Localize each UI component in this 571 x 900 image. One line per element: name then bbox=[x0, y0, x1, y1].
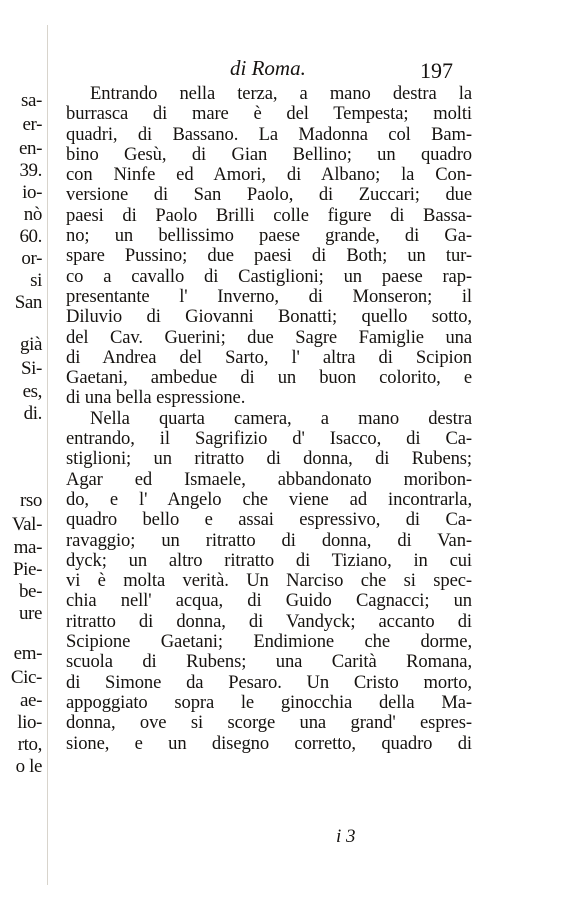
left-fragment: 60. bbox=[19, 226, 42, 247]
text-line: ritratto di donna, di Vandyck; accanto di bbox=[66, 610, 472, 632]
text-line: appoggiato sopra le ginocchia della Ma- bbox=[66, 691, 472, 713]
text-line: presentante l' Inverno, di Monseron; il bbox=[66, 285, 472, 307]
text-line: Gaetani, ambedue di un buon colorito, e bbox=[66, 367, 472, 389]
text-line: co a cavallo di Castiglioni; un paese rap- bbox=[66, 265, 472, 287]
text-line: Agar ed Ismaele, abbandonato moribon- bbox=[66, 468, 472, 490]
text-line: versione di San Paolo, di Zuccari; due bbox=[66, 184, 472, 206]
text-line: di Simone da Pesaro. Un Cristo morto, bbox=[66, 671, 472, 693]
text-line: del Cav. Guerini; due Sagre Famiglie una bbox=[66, 326, 472, 348]
text-line: entrando, il Sagrifizio d' Isacco, di Ca- bbox=[66, 428, 472, 450]
running-head: di Roma. bbox=[230, 56, 306, 80]
left-fragment: o le bbox=[15, 756, 42, 777]
adjacent-page-fragment bbox=[0, 0, 44, 900]
left-fragment: rto, bbox=[17, 734, 42, 755]
text-line: quadri, di Bassano. La Madonna col Bam- bbox=[66, 123, 472, 145]
text-line: paesi di Paolo Brilli colle figure di Bassa- bbox=[66, 204, 472, 226]
text-line: con Ninfe ed Amori, di Albano; la Con- bbox=[66, 164, 472, 186]
text-line: di Andrea del Sarto, l' altra di Scipion bbox=[66, 346, 472, 368]
left-fragment: 39. bbox=[19, 160, 42, 181]
text-line: do, e l' Angelo che viene ad incontrarla, bbox=[66, 488, 472, 510]
text-line: vi è molta verità. Un Narciso che si spec- bbox=[66, 570, 472, 592]
left-fragment: San bbox=[14, 292, 42, 313]
text-line: stiglioni; un ritratto di donna, di Rubens; bbox=[66, 448, 472, 470]
body-text bbox=[66, 84, 472, 754]
left-fragment: si bbox=[30, 270, 42, 291]
text-line: spare Pussino; due paesi di Both; un tur- bbox=[66, 245, 472, 267]
text-line: bino Gesù, di Gian Bellino; un quadro bbox=[66, 143, 472, 165]
left-fragment: ure bbox=[18, 603, 42, 624]
left-fragment: er- bbox=[22, 114, 42, 135]
text-line: Nella quarta camera, a mano destra bbox=[90, 407, 472, 429]
left-fragment: be- bbox=[18, 581, 42, 602]
left-fragment: ae- bbox=[20, 690, 42, 711]
left-fragment: en- bbox=[18, 138, 42, 159]
text-line: ravaggio; un ritratto di donna, di Van- bbox=[66, 529, 472, 551]
paragraph bbox=[66, 84, 472, 409]
left-fragment: Cic- bbox=[10, 667, 42, 688]
text-line: donna, ove si scorge una grand' espres- bbox=[66, 712, 472, 734]
page-gutter bbox=[47, 25, 48, 885]
text-line: no; un bellissimo paese grande, di Ga- bbox=[66, 225, 472, 247]
left-fragment: di. bbox=[23, 403, 42, 424]
text-line: dyck; un altro ritratto di Tiziano, in cui bbox=[66, 549, 472, 571]
left-fragment: lio- bbox=[17, 712, 42, 733]
text-line: chia nell' acqua, di Guido Cagnacci; un bbox=[66, 590, 472, 612]
text-line: sione, e un disegno corretto, quadro di bbox=[66, 732, 472, 754]
text-line: Diluvio di Giovanni Bonatti; quello sotto, bbox=[66, 306, 472, 328]
page-number: 197 bbox=[420, 58, 453, 83]
left-fragment: già bbox=[19, 334, 42, 355]
left-fragment: Si- bbox=[21, 358, 42, 379]
left-fragment: nò bbox=[23, 204, 42, 225]
left-fragment: Pie- bbox=[12, 559, 42, 580]
left-fragment: rso bbox=[19, 490, 42, 511]
left-fragment: sa- bbox=[21, 90, 42, 111]
paragraph bbox=[66, 409, 472, 754]
text-line: di una bella espressione. bbox=[66, 387, 246, 409]
left-fragment: Val- bbox=[11, 514, 42, 535]
left-fragment: ma- bbox=[13, 537, 42, 558]
signature-mark: i 3 bbox=[336, 826, 356, 847]
left-fragment: io- bbox=[22, 182, 42, 203]
left-fragment: em- bbox=[13, 643, 42, 664]
text-line: burrasca di mare è del Tempesta; molti bbox=[66, 103, 472, 125]
text-line: scuola di Rubens; una Carità Romana, bbox=[66, 651, 472, 673]
text-line: Scipione Gaetani; Endimione che dorme, bbox=[66, 631, 472, 653]
text-line: Entrando nella terza, a mano destra la bbox=[90, 83, 472, 104]
left-fragment: or- bbox=[21, 248, 42, 269]
left-fragment: es, bbox=[22, 381, 42, 402]
text-line: quadro bello e assai espressivo, di Ca- bbox=[66, 509, 472, 531]
